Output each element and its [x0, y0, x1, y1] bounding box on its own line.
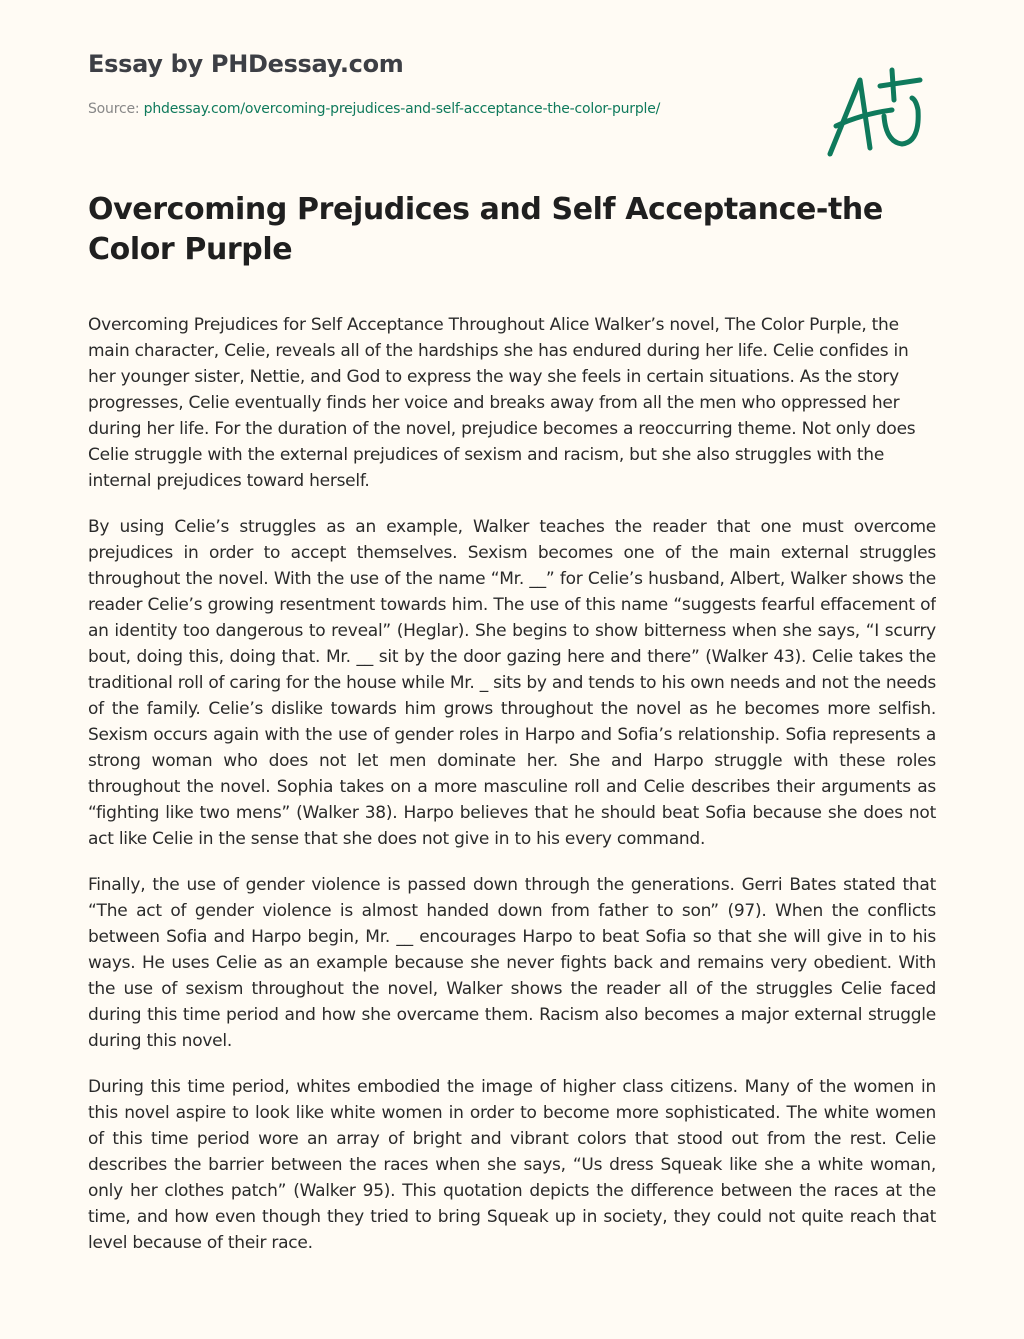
source-label: Source:	[88, 101, 140, 117]
essay-title: Overcoming Prejudices and Self Acceptance-the Color Purple	[88, 192, 883, 267]
source-link[interactable]: phdessay.com/overcoming-prejudices-and-self-acceptance-the-color-purple/	[143, 101, 661, 117]
paragraph: Finally, the use of gender violence is passed down through the generations. Gerri Bates stated that “The act of gender violence is almost handed down from father to son” (97). When the conflicts between Sofia and Harpo begin, Mr. __ encourages Harpo to beat Sofia so that she will give in to his ways. He uses Celie as an example because she never fights back and remains very obedient. With the use of sexism throughout the novel, Walker shows the reader all of the struggles Celie faced during this time period and how she overcame them. Racism also becomes a major external struggle during this novel.	[88, 875, 936, 1051]
site-brand: Essay by PHDessay.com	[88, 50, 404, 78]
a-plus-logo-icon	[822, 66, 932, 162]
essay-body	[88, 312, 936, 1296]
paragraph: Overcoming Prejudices for Self Acceptance Throughout Alice Walker’s novel, The Color Purple, the main character, Celie, reveals all of the hardships she has endured during her life. Celie confides in her younger sister, Nettie, and God to express the way she feels in certain situations. As the story progresses, Celie eventually finds her voice and breaks away from all the men who oppressed her during her life. For the duration of the novel, prejudice becomes a reoccurring theme. Not only does Celie struggle with the external prejudices of sexism and racism, but she also struggles with the internal prejudices toward herself.	[88, 315, 916, 491]
source-line	[88, 101, 660, 117]
paragraph: During this time period, whites embodied the image of higher class citizens. Many of the women in this novel aspire to look like white women in order to become more sophisticated. The white women of this time period wore an array of bright and vibrant colors that stood out from the rest. Celie describes the barrier between the races when she says, “Us dress Squeak like she a white woman, only her clothes patch” (Walker 95). This quotation depicts the difference between the races at the time, and how even though they tried to bring Squeak up in society, they could not quite reach that level because of their race.	[88, 1077, 936, 1253]
paragraph: By using Celie’s struggles as an example, Walker teaches the reader that one must overcome prejudices in order to accept themselves. Sexism becomes one of the main external struggles throughout the novel. With the use of the name “Mr. __” for Celie’s husband, Albert, Walker shows the reader Celie’s growing resentment towards him. The use of this name “suggests fearful effacement of an identity too dangerous to reveal” (Heglar). She begins to show bitterness when she says, “I scurry bout, doing this, doing that. Mr. __ sit by the door gazing here and there” (Walker 43). Celie takes the traditional roll of caring for the house while Mr. _ sits by and tends to his own needs and not the needs of the family. Celie’s dislike towards him grows throughout the novel as he becomes more selfish. Sexism occurs again with the use of gender roles in Harpo and Sofia’s relationship. Sofia represents a strong woman who does not let men dominate her. She and Harpo struggle with these roles throughout the novel. Sophia takes on a more masculine roll and Celie describes their arguments as “fighting like two mens” (Walker 38). Harpo believes that he should beat Sofia because she does not act like Celie in the sense that she does not give in to his every command.	[88, 517, 936, 849]
